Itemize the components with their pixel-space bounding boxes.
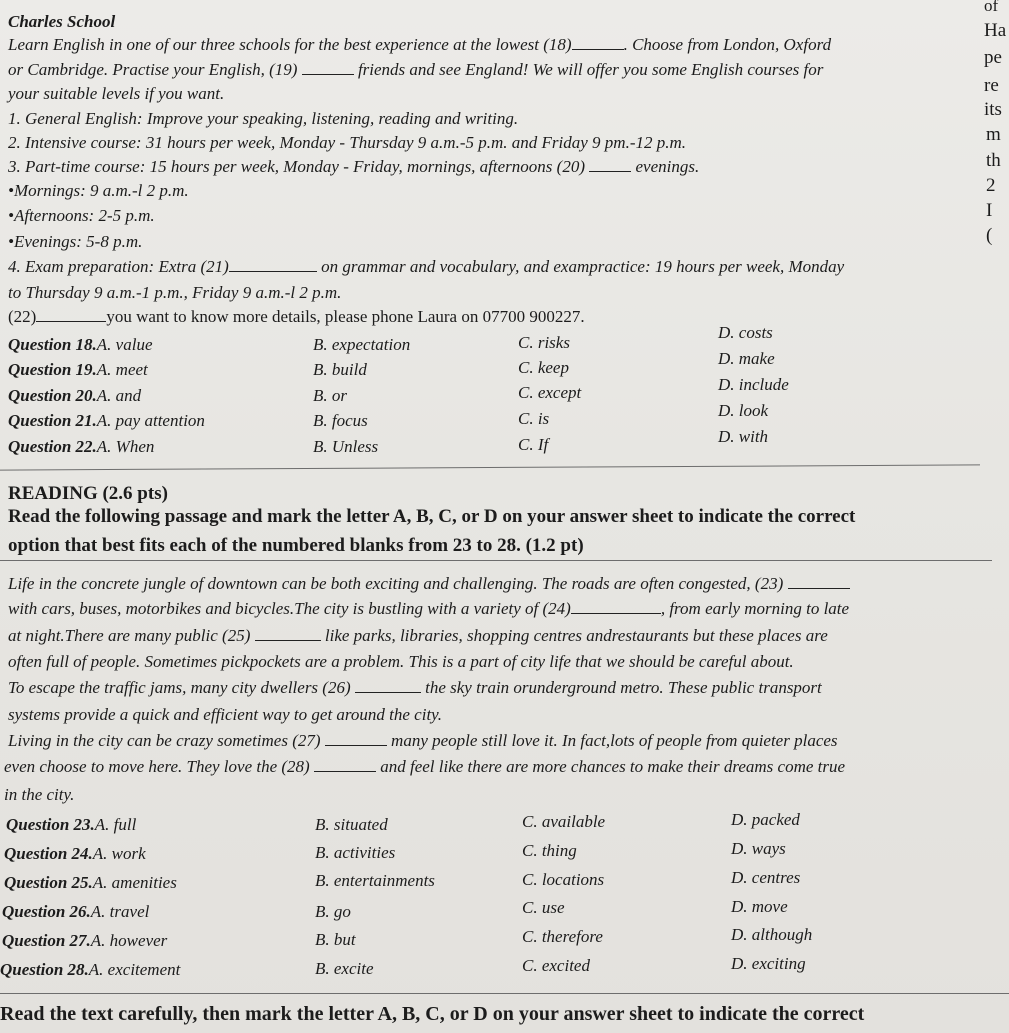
edge-text: m: [986, 124, 1001, 145]
option-d: D. move: [731, 897, 788, 916]
reading-instructions: option that best fits each of the numbered blanks from 23 to 28. (1.2 pt): [8, 535, 584, 556]
option-c: C. If: [518, 435, 549, 454]
edge-text: pe: [984, 47, 1002, 68]
question-21: Question 21.A. pay attention: [8, 411, 205, 430]
edge-text: I: [986, 200, 993, 221]
ad-line: 1. General English: Improve your speaking, listening, reading and writing.: [8, 109, 519, 128]
option-b: B. entertainments: [315, 871, 435, 890]
reading-instructions: Read the following passage and mark the letter A, B, C, or D on your answer sheet to indicate the correct: [8, 506, 856, 527]
option-c: C. locations: [522, 870, 605, 889]
question-22: Question 22.A. When: [8, 437, 155, 456]
passage-line: Life in the concrete jungle of downtown can be both exciting and challenging. The roads are often congested, (23): [8, 574, 850, 594]
edge-text: re: [984, 75, 999, 96]
ad-line: •Afternoons: 2-5 p.m.: [8, 206, 155, 225]
divider: [0, 464, 980, 470]
option-d: D. make: [718, 349, 775, 368]
option-c: C. thing: [522, 841, 577, 860]
question-20: Question 20.A. and: [8, 386, 142, 405]
option-d: D. costs: [718, 323, 773, 342]
question-26: Question 26.A. travel: [2, 902, 150, 921]
option-b: B. situated: [315, 815, 388, 834]
option-d: D. centres: [731, 868, 801, 887]
option-c: C. available: [522, 812, 606, 831]
edge-text: of: [984, 0, 999, 15]
option-d: D. include: [718, 375, 789, 394]
ad-line: (22) you want to know more details, please phone Laura on 07700 900227.: [8, 307, 585, 326]
ad-line: 2. Intensive course: 31 hours per week, Monday - Thursday 9 a.m.-5 p.m. and Friday 9 pm.-12 p.m.: [8, 133, 687, 152]
edge-text: Ha: [984, 20, 1007, 41]
option-b: B. expectation: [313, 335, 411, 354]
edge-text: its: [984, 99, 1002, 120]
passage-line: at night.There are many public (25) like parks, libraries, shopping centres andrestaurants but these places are: [8, 626, 828, 645]
option-b: B. activities: [315, 843, 396, 862]
option-c: C. use: [522, 898, 565, 917]
edge-text: th: [986, 150, 1001, 171]
question-27: Question 27.A. however: [2, 931, 168, 950]
option-c: C. excited: [522, 956, 590, 975]
option-d: D. packed: [731, 810, 800, 829]
option-b: B. focus: [313, 411, 368, 430]
option-b: B. build: [313, 360, 367, 379]
ad-line: •Mornings: 9 a.m.-l 2 p.m.: [8, 181, 189, 200]
ad-line: to Thursday 9 a.m.-1 p.m., Friday 9 a.m.-l 2 p.m.: [8, 283, 342, 302]
passage-line: To escape the traffic jams, many city dwellers (26) the sky train orunderground metro. These public transport: [8, 678, 822, 697]
question-25: Question 25.A. amenities: [4, 873, 177, 892]
option-b: B. but: [315, 930, 356, 949]
option-b: B. go: [315, 902, 351, 921]
divider: [0, 993, 1009, 994]
passage-line: even choose to move here. They love the (28) and feel like there are more chances to make their dreams come true: [4, 757, 846, 776]
option-d: D. although: [731, 925, 813, 944]
passage-line: Living in the city can be crazy sometimes (27) many people still love it. In fact,lots of people from quieter places: [8, 731, 838, 750]
option-d: D. exciting: [731, 954, 806, 973]
option-c: C. except: [518, 383, 582, 402]
option-d: D. ways: [731, 839, 786, 858]
footer-instructions: Read the text carefully, then mark the letter A, B, C, or D on your answer sheet to indicate the correct: [0, 1003, 865, 1025]
ad-line: or Cambridge. Practise your English, (19) friends and see England! We will offer you some English courses for: [8, 60, 824, 79]
question-19: Question 19.A. meet: [8, 360, 148, 379]
option-b: B. excite: [315, 959, 374, 978]
passage-line: systems provide a quick and efficient way to get around the city.: [8, 705, 443, 724]
question-23: Question 23.A. full: [6, 815, 137, 834]
ad-line: your suitable levels if you want.: [8, 84, 225, 103]
option-c: C. keep: [518, 358, 569, 377]
edge-text: 2: [986, 175, 996, 196]
option-c: C. therefore: [522, 927, 603, 946]
option-c: C. risks: [518, 333, 570, 352]
ad-line: Learn English in one of our three schools for the best experience at the lowest (18) . Choose from London, Oxford: [8, 35, 832, 54]
option-b: B. or: [313, 386, 347, 405]
passage-line: often full of people. Sometimes pickpockets are a problem. This is a part of city life that we should be careful about.: [8, 652, 794, 671]
school-title: Charles School: [8, 12, 116, 31]
option-d: D. look: [718, 401, 769, 420]
reading-heading: READING (2.6 pts): [8, 483, 168, 504]
passage-line: with cars, buses, motorbikes and bicycles.The city is bustling with a variety of (24) , from early morning to late: [8, 599, 850, 618]
edge-text: (: [986, 225, 993, 246]
option-d: D. with: [718, 427, 769, 446]
option-c: C. is: [518, 409, 550, 428]
passage-line: in the city.: [4, 785, 75, 804]
ad-line: 4. Exam preparation: Extra (21) on grammar and vocabulary, and exampractice: 19 hours per week, Monday: [8, 257, 845, 276]
option-b: B. Unless: [313, 437, 379, 456]
question-24: Question 24.A. work: [4, 844, 146, 863]
ad-line: 3. Part-time course: 15 hours per week, Monday - Friday, mornings, afternoons (20) evenings.: [8, 157, 700, 176]
divider: [0, 560, 992, 561]
question-18: Question 18.A. value: [8, 335, 153, 354]
ad-line: •Evenings: 5-8 p.m.: [8, 232, 143, 251]
question-28: Question 28.A. excitement: [0, 960, 181, 979]
